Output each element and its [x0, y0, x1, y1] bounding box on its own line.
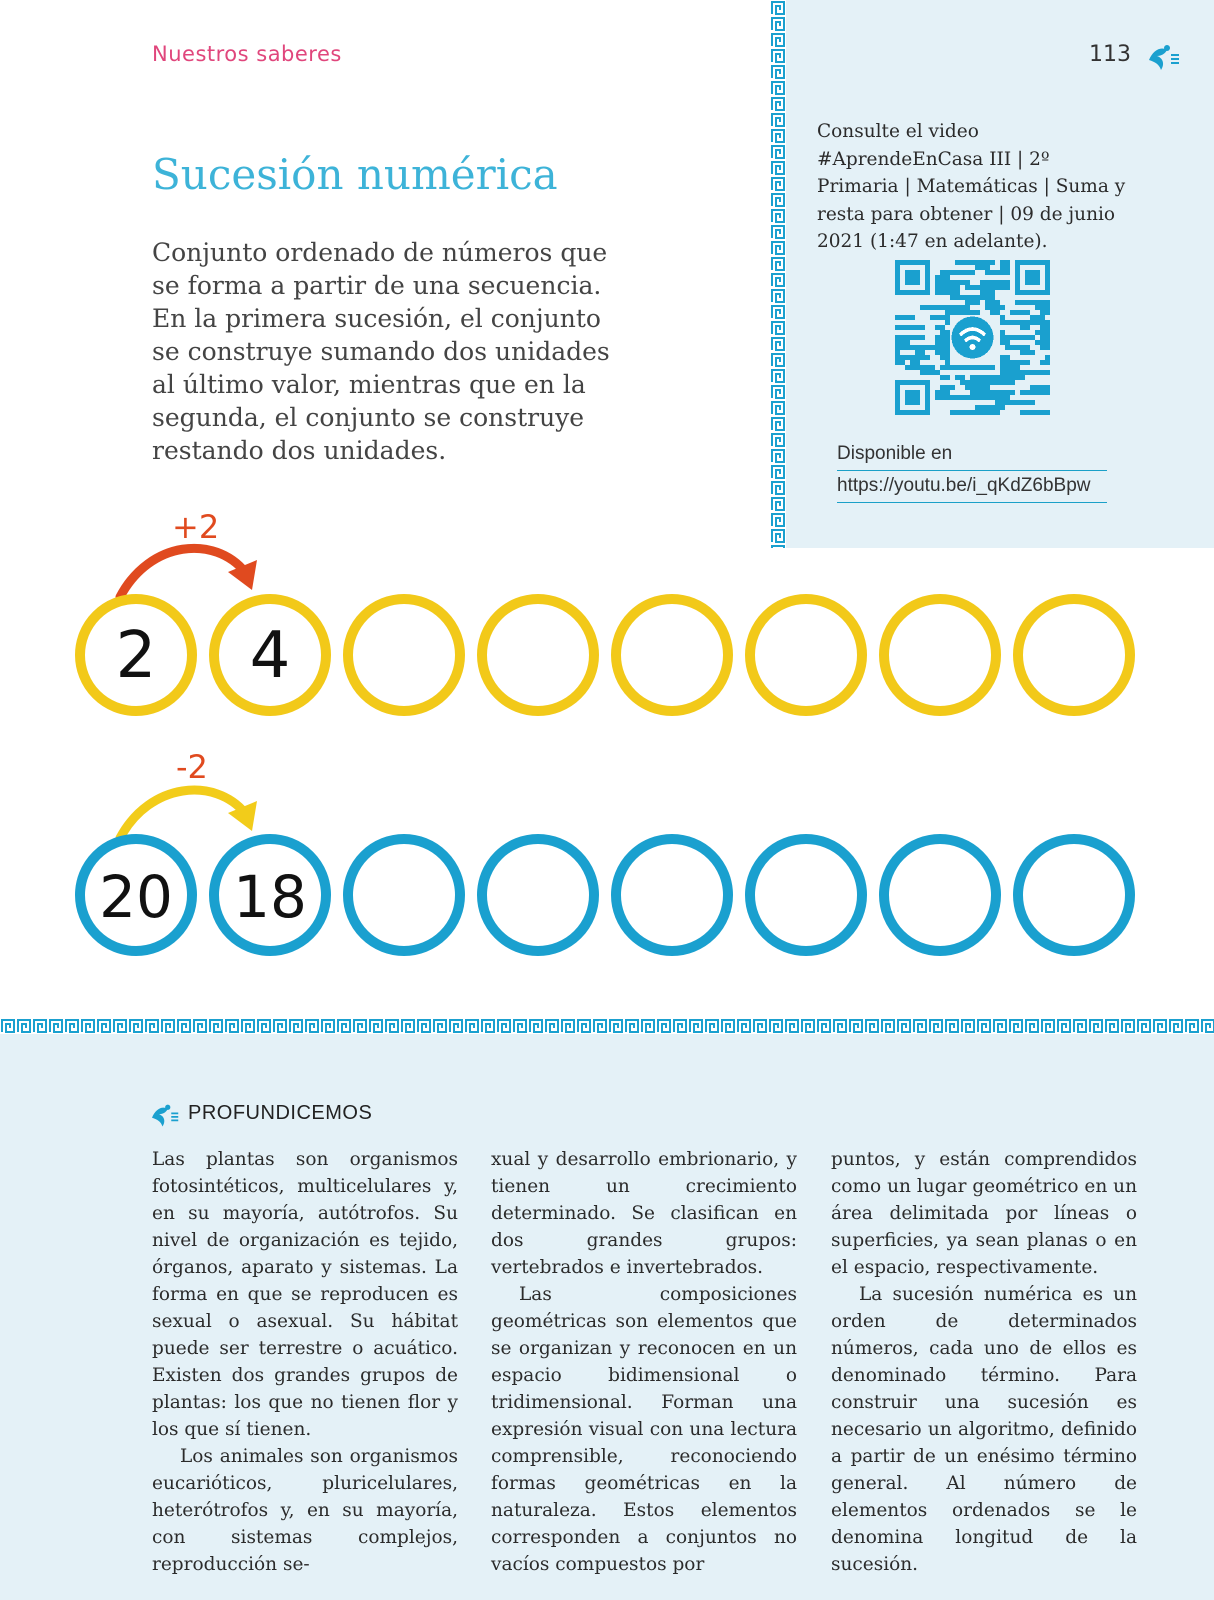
increasing-term-circle[interactable] [616, 599, 728, 711]
paragraph: xual y desarrollo embrionario, y tienen un crecimiento determinado. Se clasifican en dos grandes grupos: vertebrados e invertebrados. [491, 1149, 797, 1278]
minus-arrow [120, 790, 245, 838]
increasing-term-circle[interactable] [750, 599, 862, 711]
paragraph: La sucesión numérica es un orden de determinados números, cada uno de ellos es denominado término. Para construir una sucesión es necesario un algoritmo, definido a partir de un enésimo término general. Al número de elementos ordenados se le denomina longitud de la sucesión. [831, 1284, 1137, 1575]
definition-text: Conjunto ordenado de números que se forma a partir de una secuencia. En la primera sucesión, el conjunto se construye sumando dos unidades al último valor, mientras que en la segunda, el conjunto se construye restando dos unidades. [152, 238, 610, 465]
text-column-3 [831, 1146, 1137, 1578]
paragraph: Los animales son organismos eucarióticos, pluricelulares, heterótrofos y, en su mayoría, con sistemas complejos, reproducción se- [152, 1446, 458, 1575]
increasing-term-circle[interactable] [348, 599, 460, 711]
decreasing-term-circle[interactable] [348, 839, 460, 951]
decreasing-term-circle[interactable] [616, 839, 728, 951]
decreasing-term-circle[interactable] [482, 839, 594, 951]
qr-code-icon[interactable] [895, 260, 1050, 415]
bird-emblem-icon [1145, 40, 1181, 76]
page-number: 113 [1089, 42, 1131, 67]
decreasing-term-circle[interactable] [750, 839, 862, 951]
video-reference-text: Consulte el video #AprendeEnCasa III | 2º Primaria | Matemáticas | Suma y resta para obtener | 09 de junio 2021 (1:47 en adelante). [817, 121, 1126, 252]
increasing-term-circle[interactable] [1018, 599, 1130, 711]
decreasing-term-circle[interactable] [884, 839, 996, 951]
page-title: Sucesión numérica [152, 150, 558, 199]
text-column-2 [491, 1146, 797, 1578]
section-label: Nuestros saberes [152, 42, 342, 66]
paragraph: puntos, y están comprendidos como un lugar geométrico en un área delimitada por líneas o superficies, ya sean planas o en el espacio, respectivamente. [831, 1149, 1137, 1278]
paragraph: Las plantas son organismos fotosintéticos, multicelulares y, en su mayoría, autótrofos. Su nivel de organización es tejido, órganos, aparato y sistemas. La forma en que se reproducen es sexual o asexual. Su hábitat puede ser terrestre o acuático. Existen dos grandes grupos de plantas: los que no tienen flor y los que sí tienen. [152, 1149, 458, 1440]
increasing-term-value: 2 [115, 619, 157, 693]
minus-operation-label: -2 [176, 748, 208, 786]
decreasing-term-value: 18 [233, 863, 307, 931]
increasing-term-circle[interactable] [884, 599, 996, 711]
plus-arrow [120, 548, 245, 597]
decreasing-term-circle[interactable] [1018, 839, 1130, 951]
greek-key-border-vertical [770, 0, 786, 548]
increasing-term-circle[interactable] [482, 599, 594, 711]
text-column-1 [152, 1146, 458, 1578]
bird-emblem-icon [150, 1102, 182, 1130]
video-link[interactable]: https://youtu.be/i_qKdZ6bBpw [837, 475, 1091, 496]
paragraph: Las composiciones geométricas son elementos que se organizan y reconocen en un espacio bidimensional o tridimensional. Forman una expresión visual con una lectura comprensible, reconociendo formas geométricas en la naturaleza. Estos elementos corresponden a conjuntos no vacíos compuestos por [491, 1284, 797, 1575]
available-label: Disponible en [837, 443, 953, 464]
profundicemos-heading: PROFUNDICEMOS [188, 1102, 373, 1124]
available-underline [837, 470, 1107, 471]
greek-key-border-horizontal [0, 1018, 1214, 1034]
plus-operation-label: +2 [172, 508, 220, 546]
sequence-diagram [0, 500, 1214, 1010]
increasing-term-value: 4 [249, 619, 291, 693]
decreasing-term-value: 20 [99, 863, 173, 931]
